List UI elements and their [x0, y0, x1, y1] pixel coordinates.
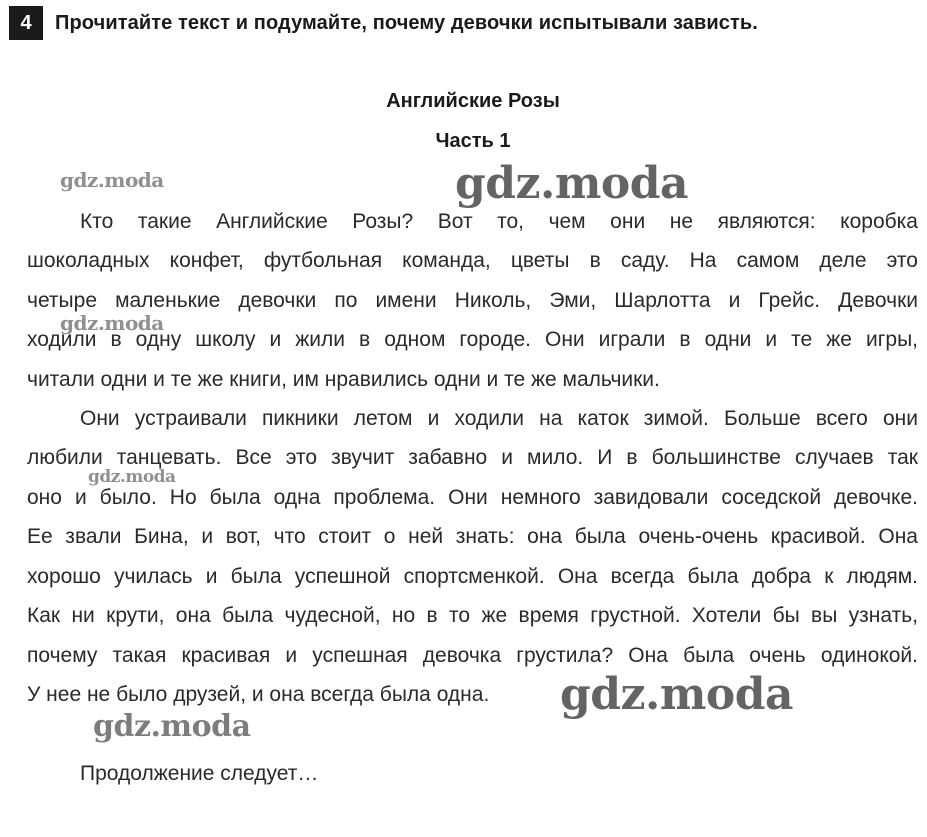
watermark-logo: gdz.moda — [560, 669, 794, 720]
paragraph-1-line-2: шоколадных конфет, футбольная команда, цветы в саду. На самом деле это — [27, 249, 918, 272]
task-header — [9, 6, 758, 40]
paragraph-2-line-1: Они устраивали пикники летом и ходили на каток зимой. Больше всего они — [80, 407, 918, 430]
paragraph-2-line-7: почему такая красивая и успешная девочка грустила? Она была очень одинокой. — [27, 644, 918, 667]
paragraph-1-line-5: читали одни и те же книги, им нравились одни и те же мальчики. — [27, 368, 660, 391]
watermark-logo: gdz.moda — [88, 467, 176, 487]
paragraph-2-line-8: У нее не было друзей, и она всегда была одна. — [27, 683, 490, 706]
paragraph-2-line-3: оно и было. Но была одна проблема. Они немного завидовали соседской девочке. — [27, 486, 918, 509]
paragraph-2-line-6: Как ни крути, она была чудесной, но в то же время грустной. Хотели бы вы узнать, — [27, 604, 918, 627]
paragraph-2-line-5: хорошо училась и была успешной спортсменкой. Она всегда была добра к людям. — [27, 565, 918, 588]
task-number-badge: 4 — [9, 6, 43, 40]
story-title: Английские Розы — [386, 90, 560, 112]
paragraph-1-line-1: Кто такие Английские Розы? Вот то, чем они не являются: коробка — [80, 210, 918, 233]
story-part-heading: Часть 1 — [435, 130, 511, 152]
continuation-note: Продолжение следует… — [80, 762, 319, 785]
watermark-logo: gdz.moda — [93, 709, 251, 744]
watermark-logo: gdz.moda — [455, 158, 689, 209]
paragraph-1-line-4: ходили в одну школу и жили в одном городе. Они играли в одни и те же игры, — [27, 328, 918, 351]
watermark-logo: gdz.moda — [60, 168, 164, 192]
task-instruction: Прочитайте текст и подумайте, почему девочки испытывали зависть. — [55, 11, 758, 34]
watermark-logo: gdz.moda — [60, 311, 164, 335]
paragraph-2-line-2: любили танцевать. Все это звучит забавно и мило. И в большинстве случаев так — [27, 446, 918, 469]
paragraph-1-line-3: четыре маленькие девочки по имени Николь, Эми, Шарлотта и Грейс. Девочки — [27, 289, 918, 312]
paragraph-2-line-4: Ее звали Бина, и вот, что стоит о ней знать: она была очень-очень красивой. Она — [27, 525, 918, 548]
